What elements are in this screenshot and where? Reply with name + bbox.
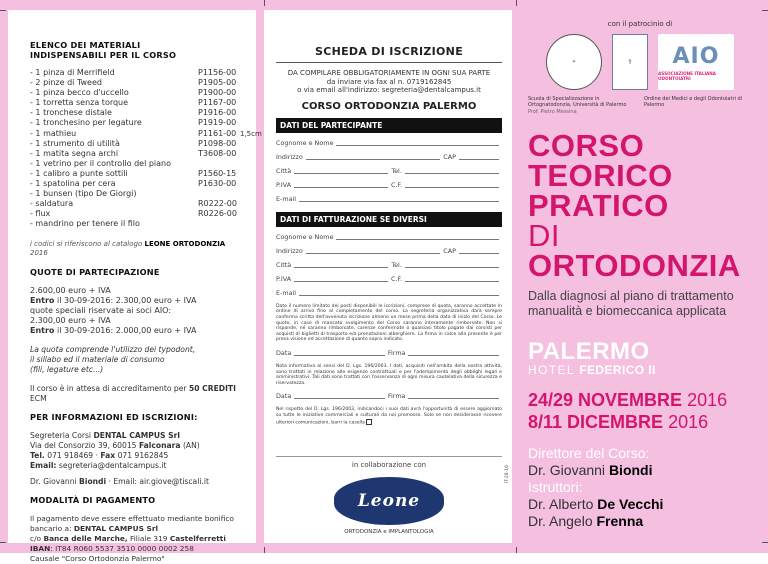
materials-item: - 1 pinza becco d'uccello P1900-00 [30,88,237,98]
materials-item: - 1 strumento di utilità P1098-00 [30,138,237,148]
left-panel [8,10,262,563]
patronage-label: con il patrocinio di [607,20,673,28]
materials-item: - 1 tronchese distale P1916-00 [30,108,237,118]
billing-name-field[interactable]: Cognome e Nome [276,232,502,241]
university-seal-icon: ✦ [546,34,602,90]
materials-item: - flux R0226-00 [30,209,237,219]
name-field[interactable]: Cognome e Nome [276,138,502,147]
form-title: SCHEDA DI ISCRIZIONE [276,40,502,63]
aio-logo: AIO ASSOCIAZIONE ITALIANA ODONTOIATRI [658,34,734,90]
info-email-link[interactable]: Email: segreteria@dentalcampus.it [30,460,167,470]
patronage-captions: Scuola di Specializzazione in Ortognatodonzia, Università di Palermo Prof. Pietro Messina Ordine dei Medici e degli Odontoiatri di Palermo [528,96,743,115]
billing-email-field[interactable]: E-mail [276,288,502,297]
doc-code: IT-28-16 [505,464,510,483]
fee-includes: La quota comprende l'utilizzo dei typodont, il sillabo ed il materiale di consumo (fili, legature etc...) [30,344,196,374]
cover-panel [518,10,760,543]
materials-item: - 1 bunsen (tipo De Giorgi) [30,189,137,199]
ecm-note: Il corso è in attesa di accreditamento per 50 CREDITI ECM [30,383,236,403]
crop-mark [762,10,768,11]
optout-checkbox[interactable] [366,419,372,425]
materials-item: - 1 tronchesino per legature P1919-00 [30,118,237,128]
venue-hotel: HOTEL FEDERICO II [528,363,656,378]
materials-item: - mandrino per tenere il filo [30,219,140,229]
crop-mark [762,542,768,543]
materials-title: ELENCO DEI MATERIALI INDISPENSABILI PER IL CORSO [30,40,177,60]
email-field[interactable]: E-mail [276,194,502,203]
materials-item: - 1 vetrino per il controllo del piano [30,158,172,168]
info-title: PER INFORMAZIONI ED ISCRIZIONI: [30,411,198,422]
participant-section: DATI DEL PARTECIPANTE [276,118,502,133]
payment-block: Il pagamento deve essere effettuato mediante bonifico bancario a: DENTAL CAMPUS Srl c/o Banca delle Marche, Filiale 319 Castelferretti IBAN: IT84 R060 5537 3510 0000 0002 258 Causale "Corso Ortodonzia Palermo" [30,513,234,563]
course-dates: 24/29 NOVEMBRE 2016 8/11 DICEMBRE 2016 [528,390,728,433]
billing-city-field[interactable]: Città Tel. [276,260,502,269]
materials-item: - 1 spatolina per cera P1630-00 [30,179,237,189]
billing-section: DATI DI FATTURAZIONE SE DIVERSI [276,212,502,227]
materials-item: - 1 matita segna archi T3608-00 [30,148,237,158]
fold-mark [264,547,265,553]
medical-order-logo-icon: ⚕ [612,34,648,90]
faculty: Direttore del Corso: Dr. Giovanni Biondi Istruttori: Dr. Alberto De Vecchi Dr. Angelo Frenna [528,445,664,530]
fold-mark [264,0,265,6]
materials-list [30,68,262,230]
crop-mark [0,542,6,543]
catalog-note: i codici si riferiscono al catalogo LEONE ORTODONZIA 2016 [30,239,226,257]
form-instructions: DA COMPILARE OBBLIGATORIAMENTE IN OGNI SUA PARTE da inviare via fax al n. 0719162845 o via email all'indirizzo: segreteria@dentalcampus.it [287,69,491,95]
director-email-link[interactable]: Dr. Giovanni Biondi · Email: air.giove@tiscali.it [30,476,209,486]
materials-item: - saldatura R0222-00 [30,199,237,209]
materials-item: - 2 pinze di Tweed P1905-00 [30,78,237,88]
fee-block: 2.600,00 euro + IVA Entro il 30-09-2016: 2.300,00 euro + IVA quote speciali riservate ai soci AIO: 2.300,00 euro + IVA Entro il 30-09-2016: 2.000,00 euro + IVA [30,285,197,335]
date-sign-field-2[interactable]: Data Firma [276,391,502,400]
info-block: Segreteria Corsi DENTAL CAMPUS Srl Via del Consorzio 39, 60015 Falconara (AN) Tel. 071 918469 · Fax 071 9162845 Email: segreteria@dentalcampus.it Dr. Giovanni Biondi · Email: air.giove@tiscali.it [30,431,244,487]
payment-title: MODALITÀ DI PAGAMENTO [30,494,156,505]
fold-mark [516,0,517,6]
leone-logo: Leone ORTODONZIA e IMPLANTOLOGIA [334,477,444,535]
privacy-text: Nota informativa ai sensi del D. Lgs. 196/2003. I dati, acquisiti nell'ambito della nostra attività, sono trattati in relazione alle esigenze contrattuali e per l'adempimento degli obblighi legali e amministrativi. Tali dati sono trattati con l'osservanza di ogni misura cautelativa della sicurezza e riservatezza. [276,363,502,386]
fee-title: QUOTE DI PARTECIPAZIONE [30,266,160,277]
address-field[interactable]: Indirizzo CAP [276,152,502,161]
materials-item: - 1 mathieu P1161-00 1,5cm [30,128,262,138]
fold-mark [516,547,517,553]
crop-mark [0,10,6,11]
mathieu-size: 1,5cm [240,129,262,138]
billing-address-field[interactable]: Indirizzo CAP [276,246,502,255]
patronage-logos [528,34,752,90]
materials-item: - 1 calibro a punte sottili P1560-15 [30,168,237,178]
optout-text: Nel rispetto del D. Lgs. 196/2003, indicandoci i suoi dati avrà l'opportunità di essere aggiornato su tutte le iniziative commerciali e culturali da noi promosse. Solo se non desiderasse ricevere ulteriori comunicazioni, barri la casella [276,407,502,425]
vat-field[interactable]: P.IVA C.F. [276,180,502,189]
course-title: CORSO TEORICO PRATICO DI ORTODONZIA [528,128,741,284]
registration-form-panel [264,10,512,543]
course-subtitle: Dalla diagnosi al piano di trattamento manualità e biomeccanica applicata [528,289,734,319]
course-name: CORSO ORTODONZIA PALERMO [301,100,477,112]
materials-item: - 1 pinza di Merrifield P1156-00 [30,68,237,77]
city-field[interactable]: Città Tel. [276,166,502,175]
terms-text: Dato il numero limitato dei posti disponibili le iscrizioni, comprese di quota, saranno accettate in ordine di arrivo fino al completamento del corso. La segreteria organizzativa darà sempre conferma scritta dell'avvenuta iscrizione almeno un mese prima della data di inizio del Corso. Le quote, in caso di mancato svolgimento del Corso saranno interamente rimborsate. Non si risponde, né saranno rimborsate, carenze confermate o qualsiasi titolo pagate dai corsisti per acquisti di biglietti di trasporto e/o prenotazioni alberghiere. La firma in calce alla presente è per presa visione ed accettazione di quanto sopra indicato. [276,303,502,343]
materials-item: - 1 torretta senza torque P1167-00 [30,98,237,108]
collaboration-label: in collaborazione con [276,456,502,469]
billing-vat-field[interactable]: P.IVA C.F. [276,274,502,283]
venue-city: PALERMO [528,338,650,366]
date-sign-field[interactable]: Data Firma [276,348,502,357]
